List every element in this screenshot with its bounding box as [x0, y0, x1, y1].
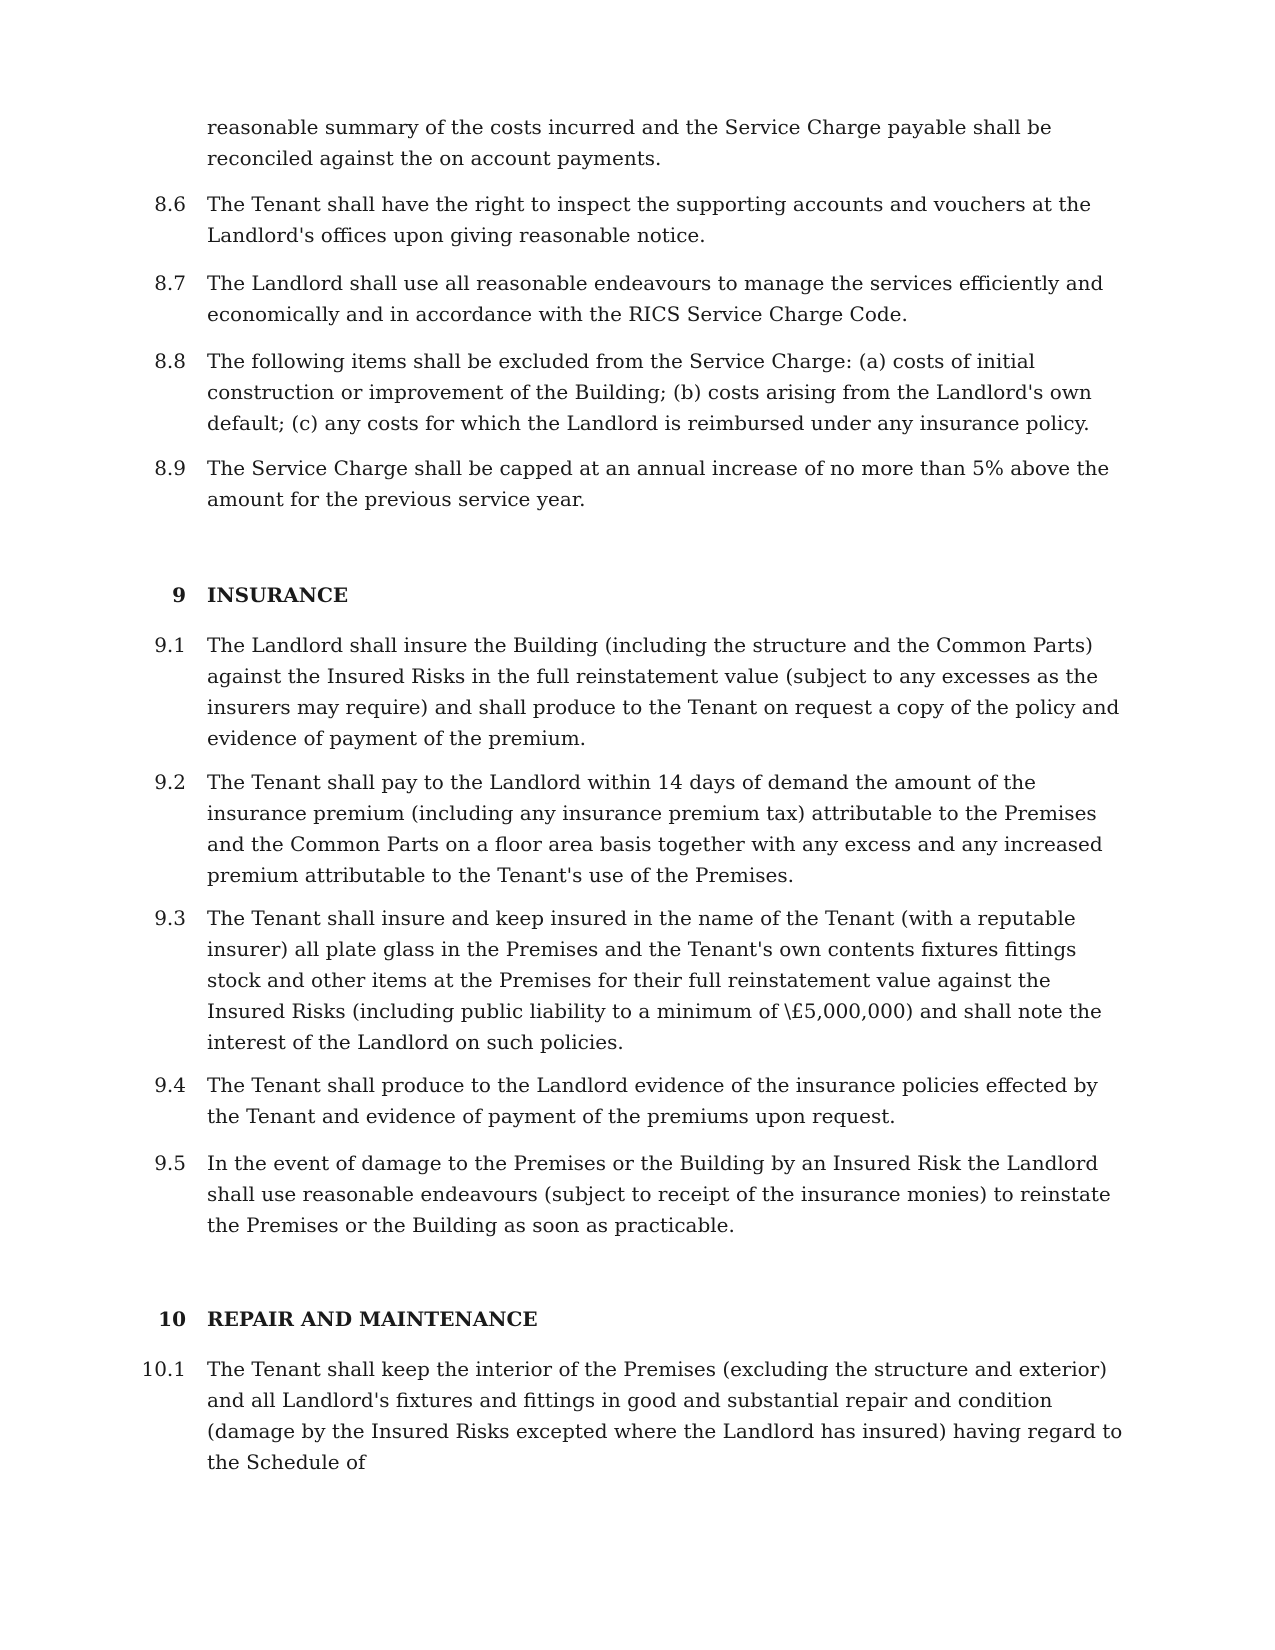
section-number: 10 — [158, 1307, 186, 1331]
section-heading-insurance — [140, 580, 1130, 611]
clause-8-6 — [140, 189, 1130, 251]
clause-text: The Tenant shall pay to the Landlord within 14 days of demand the amount of the insurance premium (including any insurance premium tax) attributable to the Premises and the Common Parts on a floor area basis together with any excess and any increased premium attributable to the Tenant's use of the Premises. — [207, 770, 1103, 887]
section-heading-repair-and-maintenance — [140, 1304, 1130, 1335]
clause-number: 9.5 — [154, 1151, 186, 1175]
clause-number: 10.1 — [141, 1357, 186, 1381]
clause-number: 8.7 — [154, 271, 186, 295]
clause-number: 9.2 — [154, 770, 186, 794]
clause-9-1 — [140, 630, 1130, 754]
clause-text: The Tenant shall insure and keep insured in the name of the Tenant (with a reputable insurer) all plate glass in the Premises and the Tenant's own contents fixtures fittings stock and other items at the Premises for their full reinstatement value against the Insured Risks (including public liability to a minimum of \£5,000,000) and shall note the interest of the Landlord on such policies. — [207, 906, 1102, 1054]
clause-number: 9.3 — [154, 906, 186, 930]
clause-9-5 — [140, 1148, 1130, 1241]
clause-number: 8.9 — [154, 456, 186, 480]
clause-text: The Service Charge shall be capped at an annual increase of no more than 5% above the amount for the previous service year. — [207, 456, 1110, 511]
clause-8-7 — [140, 268, 1130, 330]
clause-text: The following items shall be excluded from the Service Charge: (a) costs of initial construction or improvement of the Building; (b) costs arising from the Landlord's own default; (c) any costs for which the Landlord is reimbursed under any insurance policy. — [207, 349, 1092, 435]
clause-8-9 — [140, 453, 1130, 515]
clause-text: The Landlord shall use all reasonable endeavours to manage the services efficiently and economically and in accordance with the RICS Service Charge Code. — [207, 271, 1104, 326]
clause-9-2 — [140, 767, 1130, 891]
clause-text: The Landlord shall insure the Building (including the structure and the Common Parts) against the Insured Risks in the full reinstatement value (subject to any excesses as the insurers may require) and shall produce to the Tenant on request a copy of the policy and evidence of payment of the premium. — [207, 633, 1120, 750]
clause-number: 8.8 — [154, 349, 186, 373]
clause-9-4 — [140, 1070, 1130, 1132]
clause-text: The Tenant shall have the right to inspect the supporting accounts and vouchers at the Landlord's offices upon giving reasonable notice. — [207, 192, 1092, 247]
clause-number: 9.4 — [154, 1073, 186, 1097]
clause-number: 8.6 — [154, 192, 186, 216]
clause-number: 9.1 — [154, 633, 186, 657]
continuation-paragraph — [140, 112, 1130, 174]
clause-10-1 — [140, 1354, 1130, 1474]
clause-8-8 — [140, 346, 1130, 439]
paragraph-text: reasonable summary of the costs incurred and the Service Charge payable shall be reconciled against the on account payments. — [207, 115, 1052, 170]
clause-text: The Tenant shall produce to the Landlord evidence of the insurance policies effected by the Tenant and evidence of payment of the premiums upon request. — [207, 1073, 1098, 1128]
clause-9-3 — [140, 903, 1130, 1058]
section-number: 9 — [172, 583, 186, 607]
section-title: REPAIR AND MAINTENANCE — [207, 1307, 538, 1331]
section-title: INSURANCE — [207, 583, 349, 607]
clause-text: The Tenant shall keep the interior of the Premises (excluding the structure and exterior) and all Landlord's fixtures and fittings in good and substantial repair and condition (damage by the Insured Risks excepted where the Landlord has insured) having regard to the Schedule of — [207, 1357, 1123, 1474]
clause-text: In the event of damage to the Premises or the Building by an Insured Risk the Landlord shall use reasonable endeavours (subject to receipt of the insurance monies) to reinstate the Premises or the Building as soon as practicable. — [207, 1151, 1111, 1237]
